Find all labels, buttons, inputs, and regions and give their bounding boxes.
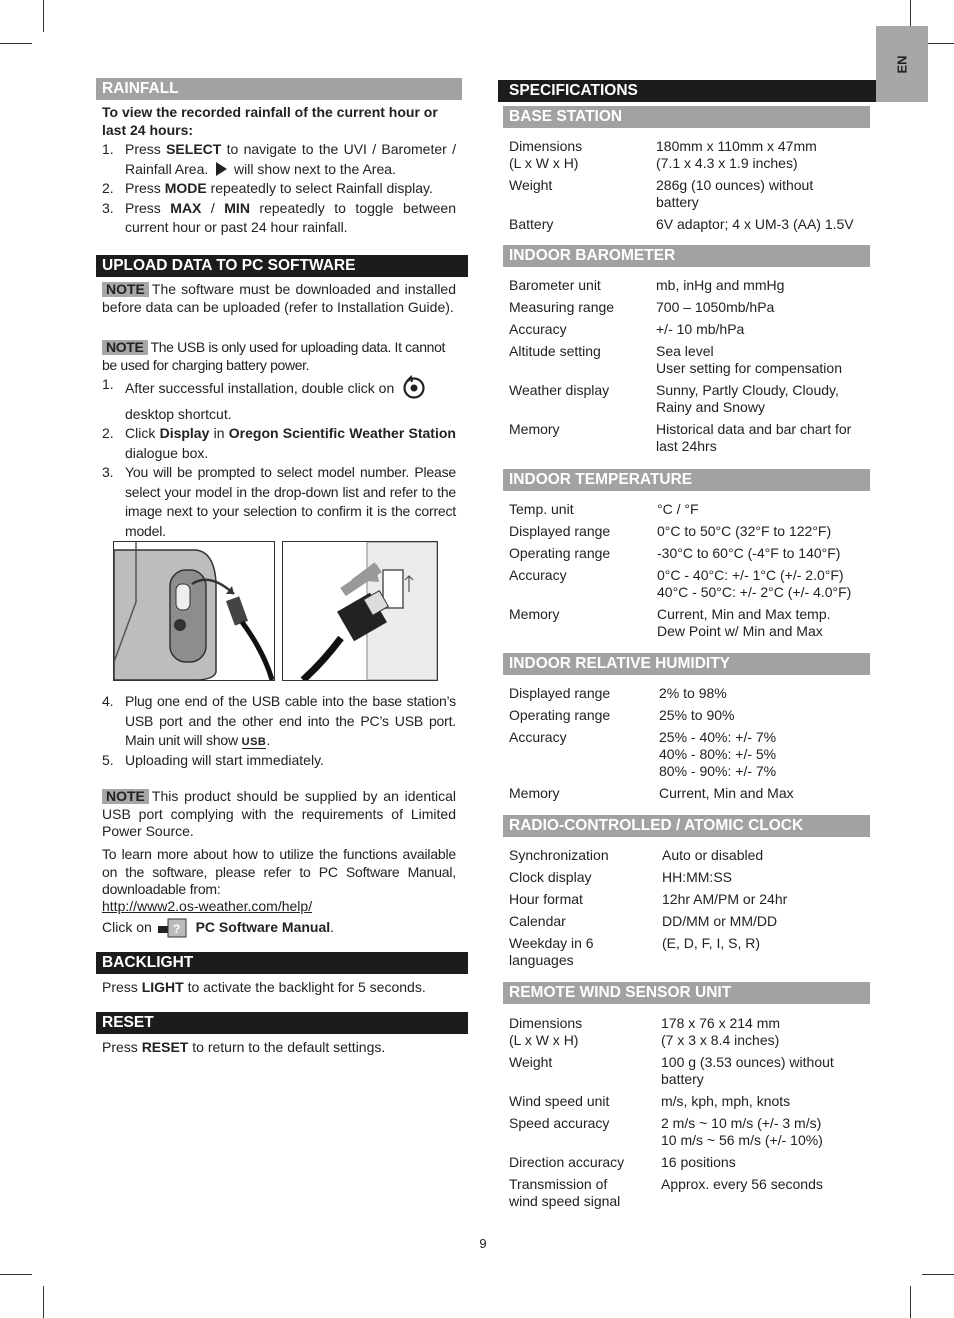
spec-row: [509, 523, 869, 540]
spec-row: [509, 567, 869, 601]
help-manual-icon: [158, 918, 188, 943]
crop-mark: [0, 43, 32, 44]
spec-label: Battery: [509, 216, 554, 232]
spec-label: Displayed range: [509, 523, 611, 539]
crop-mark: [0, 1274, 32, 1275]
rainfall-step: 2. Press MODE repeatedly to select Rainfall display.: [102, 180, 433, 196]
spec-value: Sea level User setting for compensation: [656, 343, 842, 376]
spec-value: Current, Min and Max: [659, 785, 794, 801]
upload-steps-b: [102, 692, 456, 770]
spec-row: [509, 138, 869, 172]
page-number: 9: [479, 1236, 487, 1251]
spec-label: Operating range: [509, 545, 611, 561]
wind-sensor-specs: [509, 1015, 869, 1215]
spec-label: Barometer unit: [509, 277, 601, 293]
base-station-usb-port-illustration: [113, 541, 275, 681]
crop-mark: [922, 1274, 954, 1275]
spec-value: 12hr AM/PM or 24hr: [662, 891, 788, 907]
spec-value: 25% to 90%: [659, 707, 735, 723]
spec-label: Wind speed unit: [509, 1093, 610, 1109]
spec-label: Accuracy: [509, 567, 567, 583]
wind-sensor-heading: REMOTE WIND SENSOR UNIT: [503, 982, 870, 1004]
spec-value: 2 m/s ~ 10 m/s (+/- 3 m/s) 10 m/s ~ 56 m/s (+/- 10%): [661, 1115, 823, 1148]
spec-row: [509, 847, 869, 864]
spec-row: [509, 343, 869, 377]
spec-row: [509, 1115, 869, 1149]
note-badge: NOTE: [102, 282, 149, 297]
spec-label: Temp. unit: [509, 501, 574, 517]
spec-value: +/- 10 mb/hPa: [656, 321, 745, 337]
specifications-heading: SPECIFICATIONS: [498, 80, 876, 102]
spec-value: Auto or disabled: [662, 847, 764, 863]
spec-label: Speed accuracy: [509, 1115, 610, 1131]
upload-heading: UPLOAD DATA TO PC SOFTWARE: [96, 255, 468, 277]
spec-value: -30°C to 60°C (-4°F to 140°F): [657, 545, 841, 561]
spec-row: [509, 321, 869, 338]
spec-label: Weather display: [509, 382, 610, 398]
spec-row: [509, 707, 869, 724]
upload-note-3: NOTE This product should be supplied by an identical USB port complying with the requirements of Limited Power Source.: [102, 788, 456, 839]
indoor-barometer-specs: [509, 277, 869, 460]
spec-row: [509, 277, 869, 294]
upload-step: 5. Uploading will start immediately.: [102, 751, 324, 768]
rainfall-steps: [102, 140, 456, 238]
spec-value: 286g (10 ounces) without battery: [656, 177, 814, 210]
spec-label: Clock display: [509, 869, 592, 885]
indoor-temperature-heading: INDOOR TEMPERATURE: [503, 469, 870, 491]
spec-value: 0°C - 40°C: +/- 1°C (+/- 2.0°F) 40°C - 50°C: +/- 2°C (+/- 4.0°F): [657, 567, 852, 600]
spec-value: (E, D, F, I, S, R): [662, 935, 761, 951]
spec-value: 2% to 98%: [659, 685, 727, 701]
spec-value: 180mm x 110mm x 47mm (7.1 x 4.3 x 1.9 inches): [656, 138, 817, 171]
spec-value: 16 positions: [661, 1154, 736, 1170]
spec-value: m/s, kph, mph, knots: [661, 1093, 791, 1109]
spec-value: Approx. every 56 seconds: [661, 1176, 823, 1192]
spec-row: [509, 1154, 869, 1171]
spec-value: mb, inHg and mmHg: [656, 277, 785, 293]
spec-label: Displayed range: [509, 685, 611, 701]
backlight-heading: BACKLIGHT: [96, 952, 468, 974]
spec-label: Synchronization: [509, 847, 609, 863]
spec-label: Transmission of wind speed signal: [509, 1176, 621, 1209]
spec-value: 178 x 76 x 214 mm (7 x 3 x 8.4 inches): [661, 1015, 781, 1048]
spec-row: [509, 913, 869, 930]
note-badge: NOTE: [102, 789, 149, 804]
spec-row: [509, 177, 869, 211]
pc-usb-port-illustration: [282, 541, 438, 681]
spec-label: Hour format: [509, 891, 583, 907]
spec-label: Memory: [509, 785, 560, 801]
spec-value: Historical data and bar chart for last 24hrs: [656, 421, 852, 454]
spec-label: Weight: [509, 1054, 553, 1070]
spec-value: DD/MM or MM/DD: [662, 913, 778, 929]
spec-value: 100 g (3.53 ounces) without battery: [661, 1054, 834, 1087]
spec-row: [509, 1176, 869, 1210]
upload-step: 4. Plug one end of the USB cable into the base station’s USB port and the other end into the PC’s USB port. Main unit will show USB.: [102, 693, 456, 748]
crop-mark: [43, 1286, 44, 1318]
spec-row: [509, 729, 869, 780]
spec-row: [509, 785, 869, 802]
base-station-specs: [509, 138, 869, 238]
spec-row: [509, 501, 869, 518]
spec-label: Accuracy: [509, 729, 567, 745]
spec-row: [509, 1015, 869, 1049]
indoor-barometer-heading: INDOOR BAROMETER: [503, 245, 870, 267]
rainfall-step: 3. Press MAX / MIN repeatedly to toggle between current hour or past 24 hour rainfall.: [102, 199, 456, 235]
spec-label: Weight: [509, 177, 553, 193]
usb-display-icon: USB: [241, 736, 267, 748]
spec-value: HH:MM:SS: [662, 869, 732, 885]
spec-row: [509, 216, 869, 233]
spec-label: Accuracy: [509, 321, 567, 337]
spec-row: [509, 1093, 869, 1110]
atomic-clock-heading: RADIO-CONTROLLED / ATOMIC CLOCK: [503, 815, 870, 837]
upload-step: 1. After successful installation, double click on desktop shortcut.: [102, 375, 456, 424]
spec-label: Direction accuracy: [509, 1154, 625, 1170]
upload-note-2: NOTE The USB is only used for uploading data. It cannot be used for charging battery power.: [102, 339, 446, 373]
click-on-manual: Click on ? PC Software Manual.: [102, 918, 456, 943]
spec-value: 700 – 1050mb/hPa: [656, 299, 775, 315]
spec-label: Memory: [509, 421, 560, 437]
spec-label: Weekday in 6 languages: [509, 935, 594, 968]
spec-row: [509, 869, 869, 886]
spec-row: [509, 299, 869, 316]
spec-row: [509, 935, 869, 969]
spec-row: [509, 382, 869, 416]
crop-mark: [43, 0, 44, 32]
help-url-link[interactable]: http://www2.os-weather.com/help/: [102, 898, 313, 914]
language-tab: EN: [876, 26, 928, 102]
upload-note-1: NOTE The software must be downloaded and installed before data can be uploaded (refer to Installation Guide).: [102, 281, 456, 315]
desktop-shortcut-icon: [401, 375, 427, 405]
spec-value: Sunny, Partly Cloudy, Cloudy, Rainy and Snowy: [656, 382, 839, 415]
spec-row: [509, 606, 869, 640]
rainfall-intro: To view the recorded rainfall of the current hour or last 24 hours:: [102, 104, 438, 138]
spec-value: 0°C to 50°C (32°F to 122°F): [657, 523, 832, 539]
indoor-humidity-specs: [509, 685, 869, 807]
rainfall-step: 1. Press SELECT to navigate to the UVI / Barometer / Rainfall Area. will show next to the Area.: [102, 141, 456, 177]
base-station-heading: BASE STATION: [503, 106, 870, 128]
spec-row: [509, 545, 869, 562]
triangle-pointer-icon: [216, 162, 227, 176]
spec-value: °C / °F: [657, 501, 699, 517]
indoor-temperature-specs: [509, 501, 869, 645]
spec-value: 25% - 40%: +/- 7% 40% - 80%: +/- 5% 80% - 90%: +/- 7%: [659, 729, 777, 779]
spec-label: Dimensions (L x W x H): [509, 138, 583, 171]
crop-mark: [910, 1286, 911, 1318]
spec-row: [509, 891, 869, 908]
spec-row: [509, 1054, 869, 1088]
spec-label: Operating range: [509, 707, 611, 723]
svg-text:?: ?: [172, 922, 181, 936]
indoor-humidity-heading: INDOOR RELATIVE HUMIDITY: [503, 653, 870, 675]
atomic-clock-specs: [509, 847, 869, 974]
spec-label: Calendar: [509, 913, 566, 929]
spec-value: Current, Min and Max temp. Dew Point w/ Min and Max: [657, 606, 831, 639]
reset-text: Press RESET to return to the default settings.: [102, 1039, 386, 1055]
upload-step: 2. Click Display in Oregon Scientific Weather Station dialogue box.: [102, 425, 456, 461]
spec-label: Measuring range: [509, 299, 615, 315]
spec-label: Altitude setting: [509, 343, 601, 359]
learn-more-text: To learn more about how to utilize the functions available on the software, please refer to PC Software Manual, downloadable from:: [102, 846, 456, 897]
rainfall-heading: RAINFALL: [96, 78, 462, 100]
spec-label: Dimensions (L x W x H): [509, 1015, 583, 1048]
spec-row: [509, 685, 869, 702]
spec-label: Memory: [509, 606, 560, 622]
upload-step: 3. You will be prompted to select model number. Please select your model in the drop-down list and refer to the image next to your selection to confirm it is the correct model.: [102, 464, 456, 539]
upload-steps-a: [102, 375, 456, 541]
spec-value: 6V adaptor; 4 x UM-3 (AA) 1.5V: [656, 216, 854, 232]
spec-row: [509, 421, 869, 455]
note-badge: NOTE: [102, 340, 148, 355]
reset-heading: RESET: [96, 1012, 468, 1034]
backlight-text: Press LIGHT to activate the backlight for 5 seconds.: [102, 979, 426, 995]
